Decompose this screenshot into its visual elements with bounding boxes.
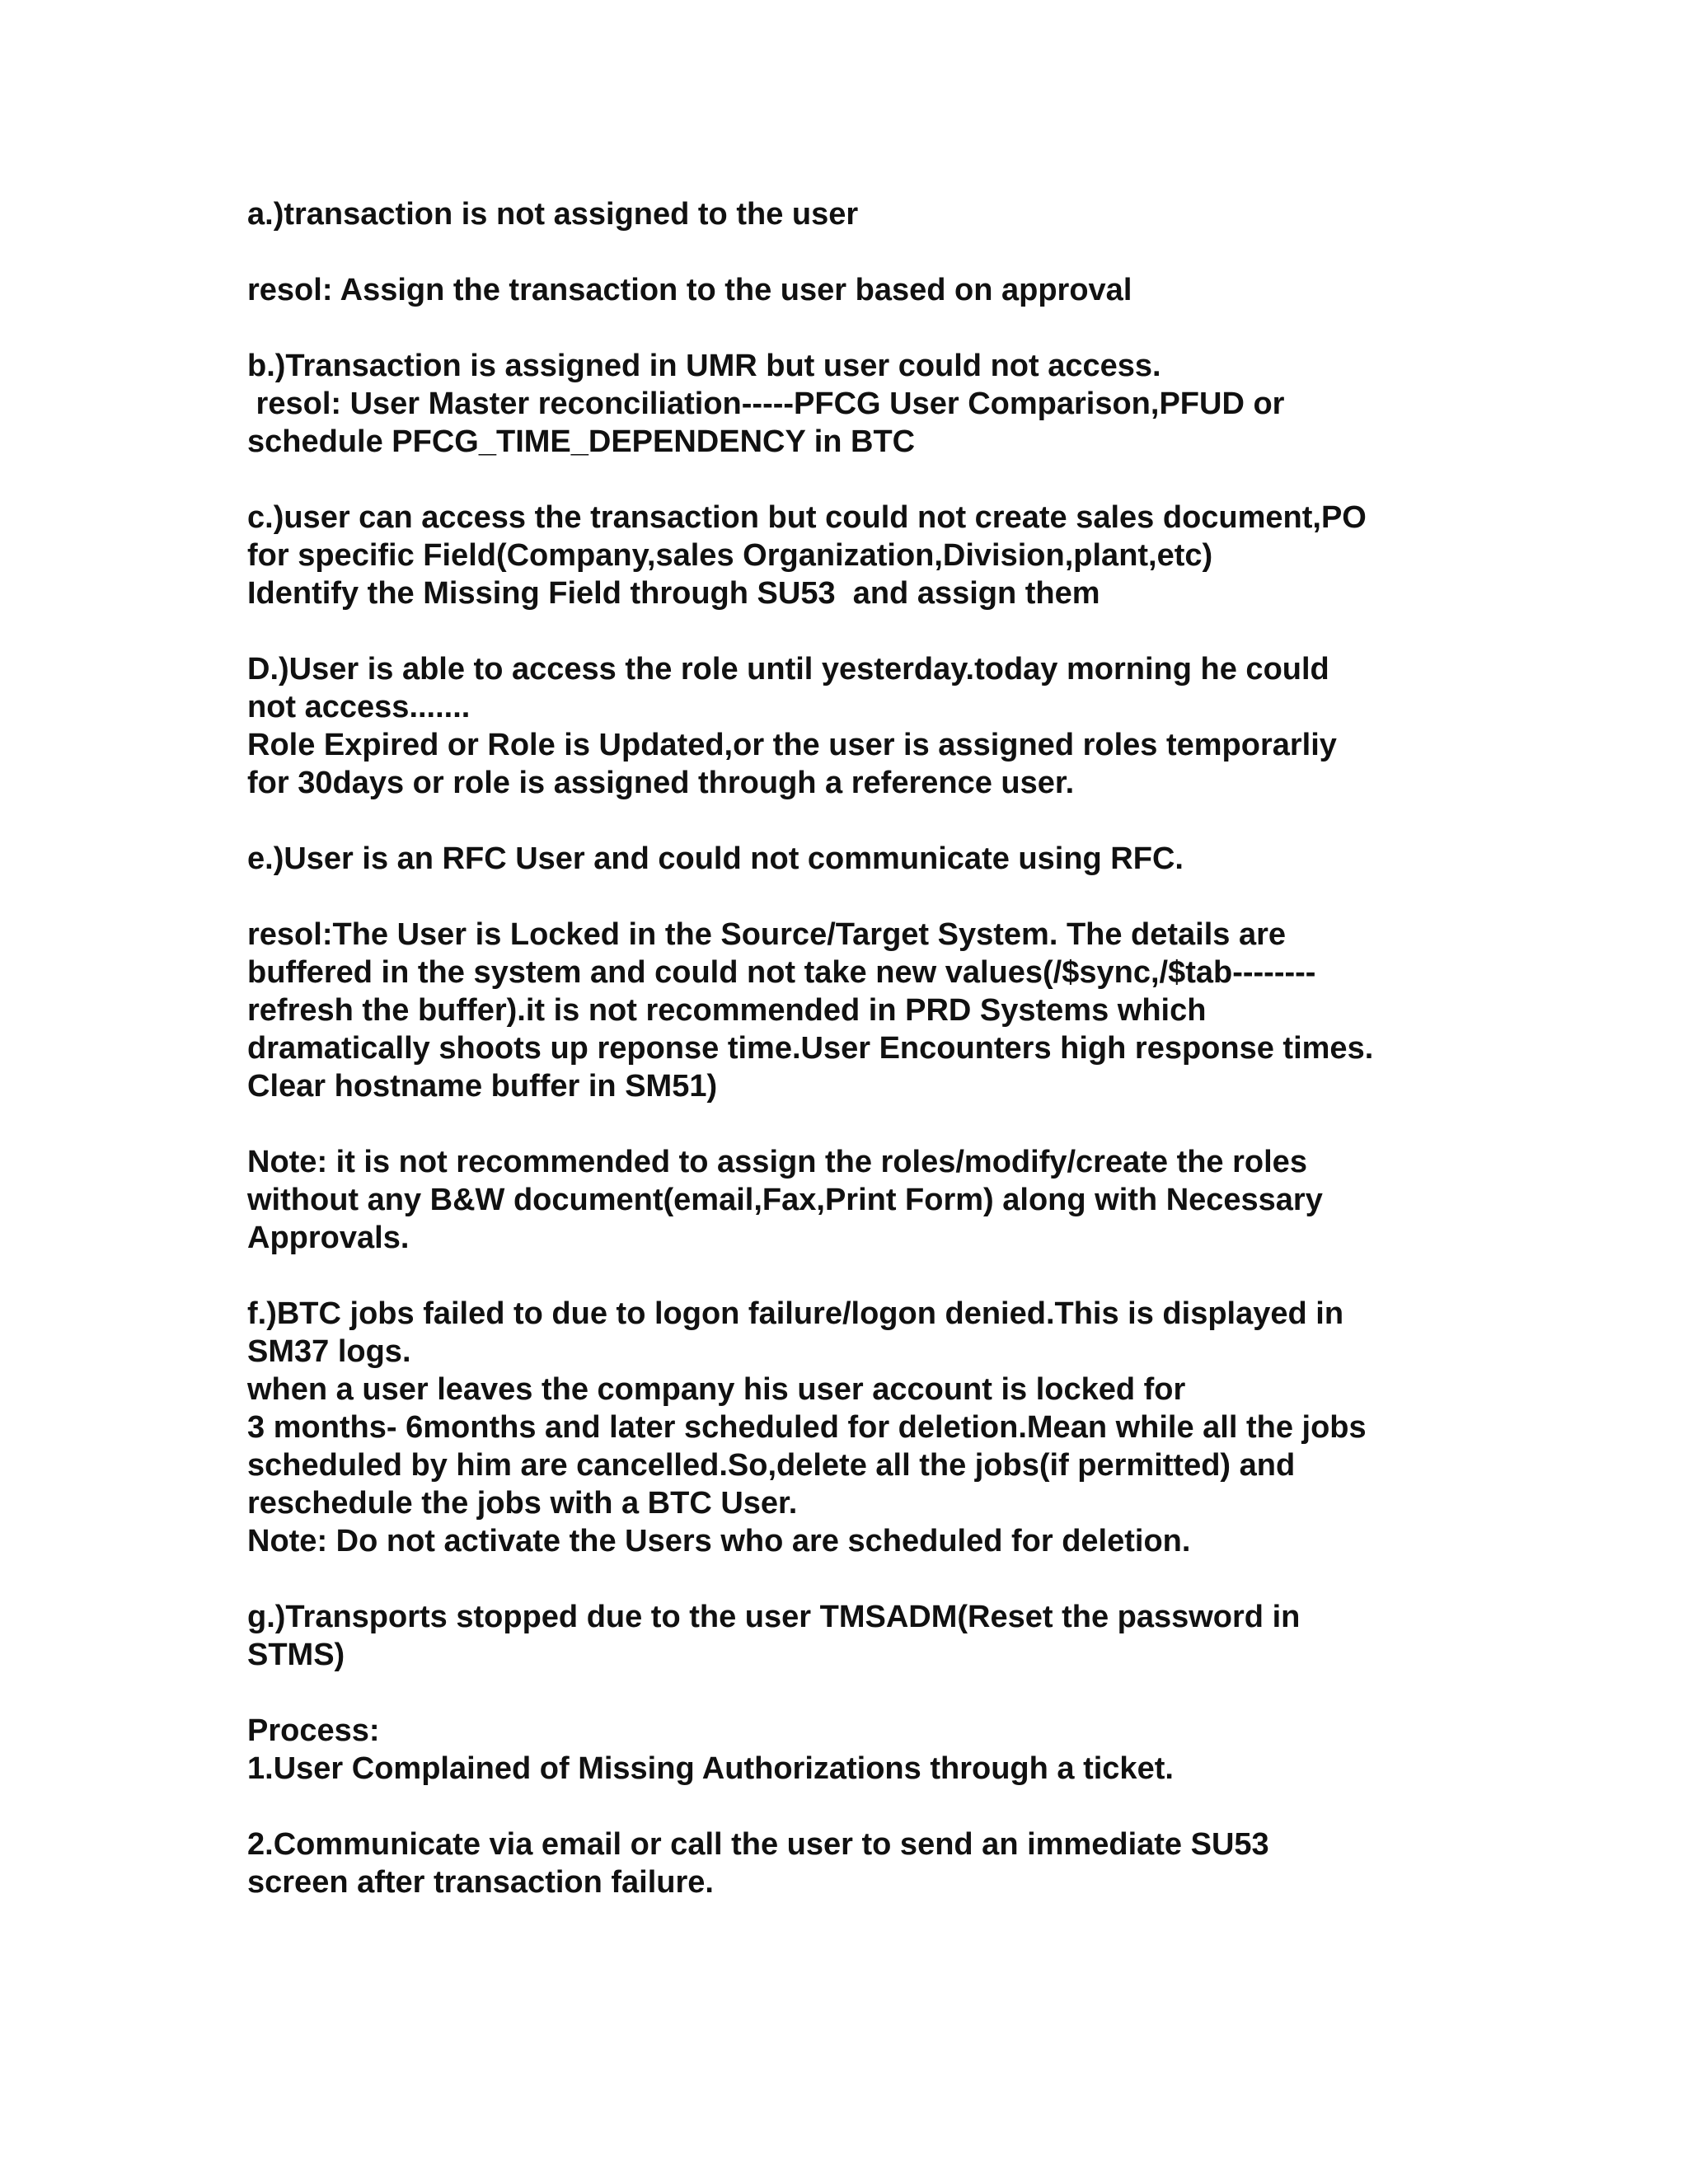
text-line: e.)User is an RFC User and could not communicate using RFC. <box>247 841 1184 876</box>
text-line: Role Expired or Role is Updated,or the user is assigned roles temporarliy <box>247 728 1337 762</box>
paragraph-resolution-a <box>247 271 1451 309</box>
text-line: schedule PFCG_TIME_DEPENDENCY in BTC <box>247 424 916 459</box>
process-heading: Process: <box>247 1713 380 1748</box>
text-line: D.)User is able to access the role until yesterday.today morning he could <box>247 652 1329 687</box>
text-line: not access....... <box>247 690 471 724</box>
paragraph-issue-a <box>247 195 1451 233</box>
text-line: 2.Communicate via email or call the user to send an immediate SU53 <box>247 1827 1269 1862</box>
text-line: g.)Transports stopped due to the user TMSADM(Reset the password in <box>247 1600 1301 1634</box>
text-line: resol: Assign the transaction to the user based on approval <box>247 273 1132 307</box>
text-line: dramatically shoots up reponse time.User Encounters high response times. <box>247 1031 1374 1066</box>
paragraph-issue-d <box>247 650 1451 802</box>
text-line: b.)Transaction is assigned in UMR but user could not access. <box>247 349 1161 383</box>
paragraph-issue-b <box>247 347 1451 461</box>
text-line: for specific Field(Company,sales Organization,Division,plant,etc) <box>247 538 1213 573</box>
text-line: scheduled by him are cancelled.So,delete all the jobs(if permitted) and <box>247 1448 1296 1483</box>
text-line: buffered in the system and could not take new values(/$sync,/$tab-------- <box>247 955 1316 990</box>
document-body <box>247 195 1451 1939</box>
text-line: 3 months- 6months and later scheduled for deletion.Mean while all the jobs <box>247 1410 1367 1445</box>
text-line: resol:The User is Locked in the Source/Target System. The details are <box>247 917 1287 952</box>
paragraph-process-step-2 <box>247 1825 1451 1901</box>
text-line: f.)BTC jobs failed to due to logon failure/logon denied.This is displayed in <box>247 1296 1344 1331</box>
text-line: when a user leaves the company his user account is locked for <box>247 1372 1186 1407</box>
text-line: reschedule the jobs with a BTC User. <box>247 1486 798 1521</box>
text-line: Approvals. <box>247 1221 410 1255</box>
paragraph-issue-g <box>247 1598 1451 1674</box>
paragraph-resolution-e <box>247 916 1451 1105</box>
text-line: Identify the Missing Field through SU53 and assign them <box>247 576 1100 611</box>
text-line: SM37 logs. <box>247 1334 411 1369</box>
text-line: resol: User Master reconciliation-----PFCG User Comparison,PFUD or <box>247 387 1285 421</box>
text-line: Note: it is not recommended to assign the roles/modify/create the roles <box>247 1145 1307 1179</box>
paragraph-note-roles <box>247 1143 1451 1257</box>
text-line: Note: Do not activate the Users who are scheduled for deletion. <box>247 1524 1191 1558</box>
text-line: 1.User Complained of Missing Authorizations through a ticket. <box>247 1751 1174 1786</box>
text-line: refresh the buffer).it is not recommended in PRD Systems which <box>247 993 1207 1028</box>
text-line: c.)user can access the transaction but could not create sales document,PO <box>247 500 1367 535</box>
text-line: Clear hostname buffer in SM51) <box>247 1069 718 1104</box>
paragraph-issue-e <box>247 840 1451 878</box>
paragraph-process-step-1 <box>247 1712 1451 1788</box>
text-line: for 30days or role is assigned through a reference user. <box>247 766 1075 800</box>
text-line: screen after transaction failure. <box>247 1865 714 1900</box>
text-line: without any B&W document(email,Fax,Print Form) along with Necessary <box>247 1183 1323 1217</box>
text-line: a.)transaction is not assigned to the user <box>247 197 859 232</box>
paragraph-issue-f <box>247 1295 1451 1560</box>
paragraph-issue-c <box>247 499 1451 612</box>
text-line: STMS) <box>247 1638 345 1672</box>
